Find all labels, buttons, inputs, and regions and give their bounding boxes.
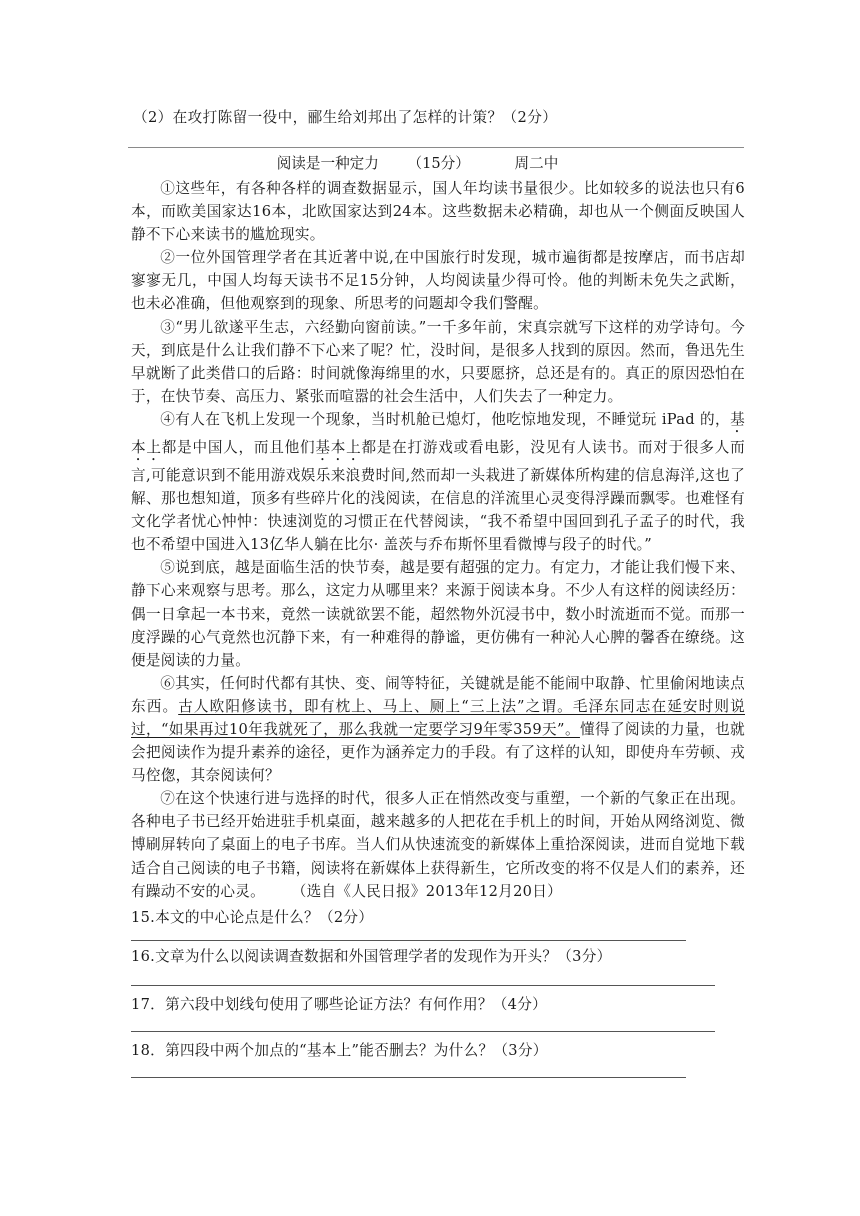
answer-line-15[interactable] — [131, 940, 686, 941]
paragraph-6-text-b: 懂得了阅读的力量，也就会把阅读作为提升素养的途径，更作为涵养定力的手段。有了这样的认知，即使舟车劳顿、戎马倥偬，其奈阅读何？ — [131, 720, 745, 785]
paragraph-6-text-a: ⑥其实，任何时代都有其快、变、闹等特征，关键就是能不能闹中取静、忙里偷闲地读点东西。 — [131, 674, 745, 715]
section-divider — [128, 147, 744, 148]
question-18: 18．第四段中两个加点的“基本上”能否删去？为什么？（3分） — [131, 1042, 548, 1059]
answer-line-18[interactable] — [131, 1077, 686, 1078]
answer-line-17[interactable] — [131, 1031, 715, 1032]
question-17: 17．第六段中划线句使用了哪些论证方法？有何作用？（4分） — [131, 996, 547, 1013]
question-15: 15.本文的中心论点是什么？（2分） — [131, 909, 374, 926]
paragraph-7-text: ⑦在这个快速行进与选择的时代，很多人正在悄然改变与重塑，一个新的气象正在出现。各种电子书已经开始进驻手机桌面，越来越多的人把花在手机上的时间，开始从网络浏览、微博刷屏转向了桌面上的电子书库。当人们从快速流变的新媒体上重拾深阅读，进而自觉地下载适合自己阅读的电子书籍，阅读将在新媒体上获得新生，它所改变的将不仅是人们的素养，还有躁动不安的心灵。 — [131, 790, 745, 900]
paragraph-3: ③“男儿欲遂平生志，六经勤向窗前读。”一千多年前，宋真宗就写下这样的劝学诗句。今天，到底是什么让我们静不下心来了呢？忙，没时间，是很多人找到的原因。然而，鲁迅先生早就断了此类借口的后路：时间就像海绵里的水，只要愿挤，总还是有的。真正的原因恐怕在于，在快节奏、高压力、紧张而喧嚣的社会生活中，人们失去了一种定力。 — [131, 318, 745, 405]
section-score: （15分） — [407, 155, 470, 172]
reading-passage — [131, 177, 745, 903]
source-citation: （选自《人民日报》2013年12月20日） — [299, 882, 563, 900]
paragraph-1: ①这些年，有各种各样的调查数据显示，国人年均读书量很少。比如较多的说法也只有6本，而欧美国家达16本，北欧国家达到24本。这些数据未必精确，却也从一个侧面反映国人静不下心来读书的尴尬现实。 — [131, 180, 745, 244]
question-16: 16.文章为什么以阅读调查数据和外国管理学者的发现作为开头？（3分） — [131, 948, 612, 965]
underlined-sentence: 古人欧阳修读书，即有枕上、马上、厕上“三上法”之谓。毛泽东同志在延安时则说过，“如果再过10年我就死了，那么我就一定要学习9年零359天”。 — [131, 697, 745, 738]
paragraph-6 — [131, 672, 745, 787]
previous-question: （2）在攻打陈留一役中，郦生给刘邦出了怎样的计策？（2分） — [133, 109, 558, 126]
paragraph-4 — [131, 408, 745, 556]
section-school: 周二中 — [514, 155, 559, 172]
dotted-word-2: 基本上 — [315, 438, 362, 456]
section-title: 阅读是一种定力 — [276, 155, 379, 172]
paragraph-4-text-a: ④有人在飞机上发现一个现象，当时机舱已熄灯，他吃惊地发现，不睡觉玩 iPad 的， — [160, 410, 731, 428]
answer-line-16[interactable] — [131, 985, 715, 986]
paragraph-4-text-c: 都是在打游戏或看电影，没见有人读书。而对于很多人而言,可能意识到不能用游戏娱乐来浪费时间,然而却一头栽进了新媒体所构建的信息海洋,这也了解、那也想知道，顶多有些碎片化的浅阅读，在信息的洋流里心灵变得浮躁而飘零。也难怪有文化学者忧心忡忡：快速浏览的习惯正在代替阅读，“我不希望中国回到孔子孟子的时代，我也不希望中国进入13亿华人躺在比尔· 盖茨与乔布斯怀里看微博与段子的时代。” — [131, 438, 745, 554]
paragraph-7 — [131, 787, 745, 902]
dotted-word-1: 基本上 — [131, 410, 745, 456]
section-heading — [0, 152, 860, 173]
paragraph-4-text-b: 都是中国人，而且他们 — [161, 438, 316, 456]
paragraph-2: ②一位外国管理学者在其近著中说,在中国旅行时发现，城市遍街都是按摩店，而书店却寥寥无几，中国人均每天读书不足15分钟，人均阅读量少得可怜。他的判断未免失之武断，也未必准确，但他观察到的现象、所思考的问题却令我们警醒。 — [131, 249, 745, 313]
paragraph-5: ⑤说到底，越是面临生活的快节奏，越是要有超强的定力。有定力，才能让我们慢下来、静下心来观察与思考。那么，这定力从哪里来？来源于阅读本身。不少人有这样的阅读经历：偶一日拿起一本书来，竟然一读就欲罢不能，超然物外沉浸书中，数小时流逝而不觉。而那一度浮躁的心气竟然也沉静下来，有一种难得的静谧，更仿佛有一种沁人心脾的馨香在缭绕。这便是阅读的力量。 — [131, 559, 745, 669]
